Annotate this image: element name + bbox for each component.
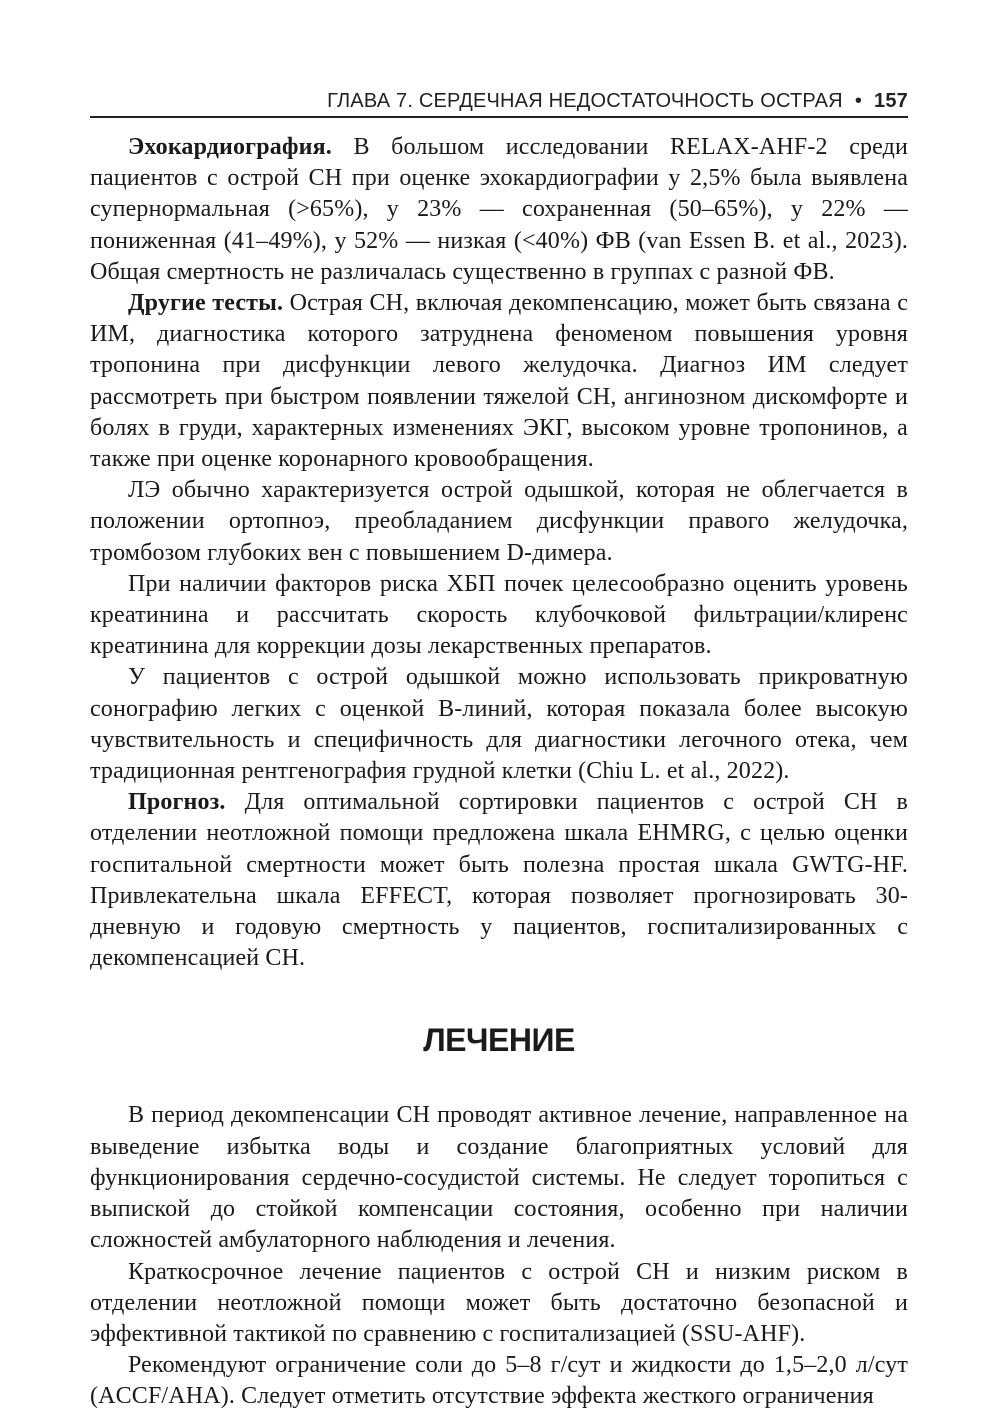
paragraph-text: Для оптимальной сортировки пациентов с острой СН в отделении неотложной помощи предложена шкала EHMRG, с целью оценки госпитальной смертности может быть полезна простая шкала GWTG-HF. Привлекательна шкала EFFECT, которая позволяет прогнозировать 30-дневную и годовую смертность у пациентов, госпитализированных с декомпенсацией СН. (90, 789, 908, 972)
paragraph-ckd: При наличии факторов риска ХБП почек целесообразно оценить уровень креатинина и рассчитать скорость клубочковой фильтрации/клиренс креатинина для коррекции дозы лекарственных препаратов. (90, 570, 908, 660)
page-body (90, 132, 908, 1413)
paragraph-pe: ЛЭ обычно характеризуется острой одышкой, которая не облегчается в положении ортопноэ, преобладанием дисфункции правого желудочка, тромбозом глубоких вен с повышением D-димера. (90, 477, 908, 566)
paragraph-echocardiography (90, 132, 908, 288)
paragraph-lead: Прогноз. (128, 789, 226, 816)
paragraph-treatment-short-term: Краткосрочное лечение пациентов с острой СН и низким риском в отделении неотложной помощи может быть достаточно безопасной и эффективной тактикой по сравнению с госпитализацией (SSU-AHF). (90, 1258, 908, 1347)
paragraph-lead: Другие тесты. (128, 290, 284, 317)
paragraph-treatment-salt: Рекомендуют ограничение соли до 5–8 г/сут и жидкости до 1,5–2,0 л/сут (ACCF/AHA). Следует отметить отсутствие эффекта жесткого ограничения (90, 1352, 908, 1410)
page-number: 157 (874, 89, 908, 112)
running-header (90, 86, 908, 118)
paragraph-prognosis (90, 787, 908, 974)
header-separator: • (854, 89, 863, 112)
paragraph-treatment-active: В период декомпенсации СН проводят активное лечение, направленное на выведение избытка воды и создание благоприятных условий для функционирования сердечно-сосудистой системы. Не следует торопиться с выпиской до стойкой компенсации состояния, особенно при наличии сложностей амбулаторного наблюдения и лечения. (90, 1102, 908, 1254)
paragraph-lung-sonography: У пациентов с острой одышкой можно использовать прикроватную сонографию легких с оценкой B-линий, которая показала более высокую чувствительность и специфичность для диагностики легочного отека, чем традиционная рентгенография грудной клетки (Chiu L. et al., 2022). (90, 664, 908, 785)
paragraph-text: В большом исследовании RELAX-AHF-2 среди пациентов с острой СН при оценке эхокардиографии у 2,5% была выявлена супернормальная (>65%), у 23% — сохраненная (50–65%), у 22% — пониженная (41–49%), у 52% — низкая (<40%) ФВ (van Essen B. et al., 2023). Общая смертность не различалась существенно в группах с разной ФВ. (90, 134, 908, 285)
paragraph-other-tests (90, 288, 908, 475)
paragraph-lead: Эхокардиография. (128, 134, 332, 160)
chapter-title: ГЛАВА 7. СЕРДЕЧНАЯ НЕДОСТАТОЧНОСТЬ ОСТРАЯ (327, 89, 843, 112)
paragraph-text: Острая СН, включая декомпенсацию, может быть связана с ИМ, диагностика которого затруднена феноменом повышения уровня тропонина при дисфункции левого желудочка. Диагноз ИМ следует рассмотреть при быстром появлении тяжелой СН, ангинозном дискомфорте и болях в груди, характерных изменениях ЭКГ, высоком уровне тропонинов, а также при оценке коронарного кровообращения. (90, 290, 908, 473)
section-heading-treatment: ЛЕЧЕНИЕ (423, 1022, 575, 1059)
